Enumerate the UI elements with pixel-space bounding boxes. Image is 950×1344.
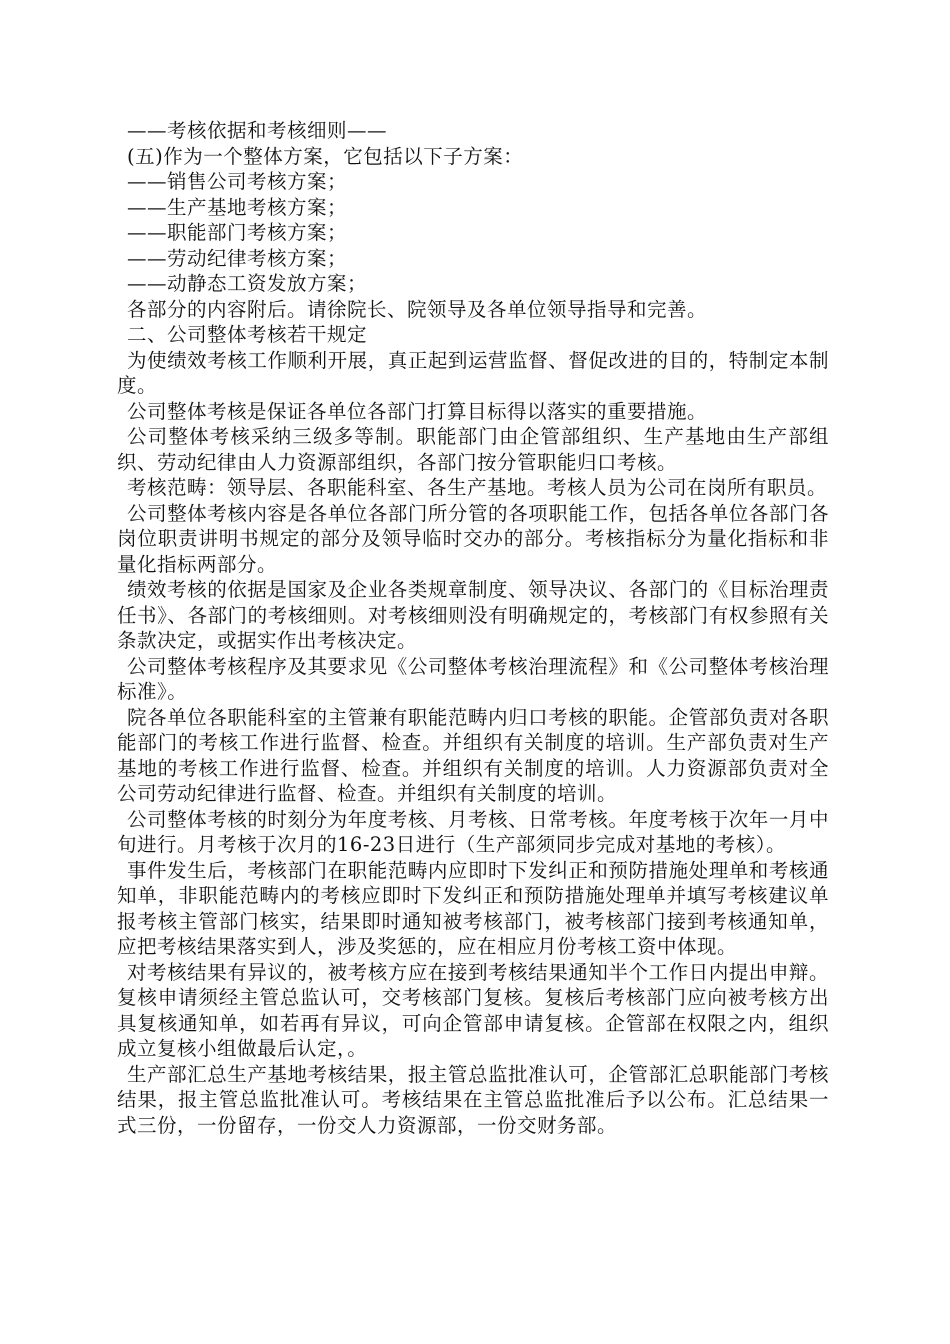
sub-plan-wage: ——动静态工资发放方案； [127,272,368,295]
paragraph: 绩效考核的依据是国家及企业各类规章制度、领导决议、各部门的《目标治理责任书》、各部门的考核细则。对考核细则没有明确规定的，考核部门有权参照有关条款决定，或据实作出考核决定。 [117,578,829,652]
heading-basis: ——考核依据和考核细则—— [127,119,388,142]
paragraph: 公司整体考核程序及其要求见《公司整体考核治理流程》和《公司整体考核治理标准》。 [117,654,829,703]
paragraph: 事件发生后，考核部门在职能范畴内应即时下发纠正和预防措施处理单和考核通知单，非职能范畴内的考核应即时下发纠正和预防措施处理单并填写考核建议单报考核主管部门核实，结果即时通知被考核部门，被考核部门接到考核通知单，应把考核结果落实到人，涉及奖惩的，应在相应月份考核工资中体现。 [117,858,829,958]
paragraph: 对考核结果有异议的，被考核方应在接到考核结果通知半个工作日内提出申辩。复核申请须经主管总监认可，交考核部门复核。复核后考核部门应向被考核方出具复核通知单，如若再有异议，可向企管部申请复核。企管部在权限之内，组织成立复核小组做最后认定，。 [117,960,829,1060]
section-heading-two: 二、公司整体考核若干规定 [127,323,368,346]
paragraph: 考核范畴：领导层、各职能科室、各生产基地。考核人员为公司在岗所有职员。 [127,476,828,499]
document-body [117,118,829,1138]
sub-plan-sales: ——销售公司考核方案； [127,170,348,193]
sub-plan-production: ——生产基地考核方案； [127,195,348,219]
sub-plan-functional: ——职能部门考核方案； [127,221,348,244]
sub-plan-discipline: ——劳动纪律考核方案； [127,246,348,270]
paragraph: 生产部汇总生产基地考核结果，报主管总监批准认可，企管部汇总职能部门考核结果，报主管总监批准认可。考核结果在主管总监批准后予以公布。汇总结果一式三份，一份留存，一份交人力资源部，一份交财务部。 [117,1062,829,1137]
paragraph: 院各单位各职能科室的主管兼有职能范畴内归口考核的职能。企管部负责对各职能部门的考核工作进行监督、检查。并组织有关制度的培训。生产部负责对生产基地的考核工作进行监督、检查。并组织有关制度的培训。人力资源部负责对全公司劳动纪律进行监督、检查。并组织有关制度的培训。 [117,705,829,805]
attachment-note: 各部分的内容附后。请徐院长、院领导及各单位领导指导和完善。 [127,297,708,321]
paragraph: 公司整体考核的时刻分为年度考核、月考核、日常考核。年度考核于次年一月中旬进行。月考核于次月的16-23日进行（生产部须同步完成对基地的考核）。 [117,807,829,856]
item-five: (五)作为一个整体方案，它包括以下子方案： [127,144,524,168]
paragraph: 为使绩效考核工作顺利开展，真正起到运营监督、督促改进的目的，特制定本制度。 [117,348,829,397]
paragraph: 公司整体考核是保证各单位各部门打算目标得以落实的重要措施。 [127,399,708,423]
paragraph: 公司整体考核内容是各单位各部门所分管的各项职能工作，包括各单位各部门各岗位职责讲明书规定的部分及领导临时交办的部分。考核指标分为量化指标和非量化指标两部分。 [117,501,829,576]
paragraph: 公司整体考核采纳三级多等制。职能部门由企管部组织、生产基地由生产部组织、劳动纪律由人力资源部组织，各部门按分管职能归口考核。 [117,425,829,474]
